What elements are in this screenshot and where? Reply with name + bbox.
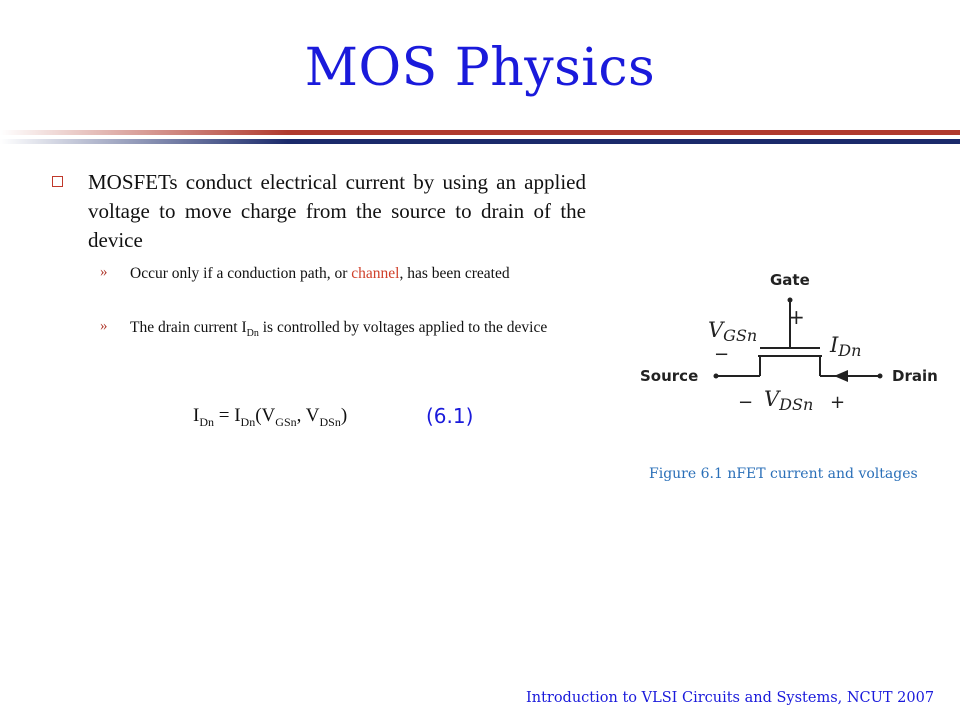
gate-label: Gate xyxy=(770,271,810,289)
eq-comma: , V xyxy=(296,405,320,426)
equation-number: (6.1) xyxy=(426,404,474,428)
sub-bullet-conduction xyxy=(130,263,586,285)
vgsn-label xyxy=(708,318,757,345)
bullet-square-icon xyxy=(52,176,63,187)
sub2-text: The drain current I xyxy=(130,319,247,336)
channel-term: channel xyxy=(351,265,400,282)
vdsn-sub: DSn xyxy=(779,395,814,414)
sub1-text-end: , has been created xyxy=(399,265,510,282)
vds-plus: + xyxy=(830,392,846,413)
figure-caption: Figure 6.1 nFET current and voltages xyxy=(649,466,918,482)
footer-text: Introduction to VLSI Circuits and Systems, NCUT 2007 xyxy=(526,690,935,706)
equation xyxy=(193,405,347,430)
drain-node xyxy=(878,374,883,379)
source-label: Source xyxy=(640,367,699,385)
eq-sub: Dn xyxy=(240,414,256,429)
sub-bullet-marker: » xyxy=(100,318,108,334)
sub1-text: Occur only if a conduction path, or xyxy=(130,265,352,282)
source-node xyxy=(714,374,719,379)
gate-minus: − xyxy=(714,344,730,365)
drain-label: Drain xyxy=(892,367,938,385)
title-divider-blue xyxy=(0,139,960,144)
eq-sub: GSn xyxy=(275,414,297,429)
idn-i: I xyxy=(830,333,839,357)
vds-minus: − xyxy=(738,392,754,413)
vgsn-v: V xyxy=(708,318,724,342)
sub-bullet-drain-current xyxy=(130,317,586,345)
gate-node xyxy=(788,298,793,303)
eq-close: ) xyxy=(340,405,348,426)
current-arrow-icon xyxy=(834,370,848,382)
slide-title: MOS Physics xyxy=(304,38,656,98)
vdsn-v: V xyxy=(764,387,780,411)
vdsn-label xyxy=(764,387,813,414)
vgsn-sub: GSn xyxy=(723,326,758,345)
nfet-diagram xyxy=(630,262,950,422)
sub2-subscript: Dn xyxy=(246,328,259,340)
eq-equals: = I xyxy=(214,405,241,426)
eq-open: (V xyxy=(255,405,276,426)
main-bullet-text: MOSFETs conduct electrical current by using an applied voltage to move charge from the source to drain of the device xyxy=(88,170,586,252)
eq-i: I xyxy=(193,405,200,426)
eq-sub: DSn xyxy=(319,414,341,429)
idn-label xyxy=(829,333,861,360)
idn-sub: Dn xyxy=(838,341,862,360)
eq-sub: Dn xyxy=(199,414,214,429)
sub-bullet-marker: » xyxy=(100,264,108,280)
gate-plus: + xyxy=(788,305,805,329)
sub2-text-end: is controlled by voltages applied to the device xyxy=(258,319,548,336)
